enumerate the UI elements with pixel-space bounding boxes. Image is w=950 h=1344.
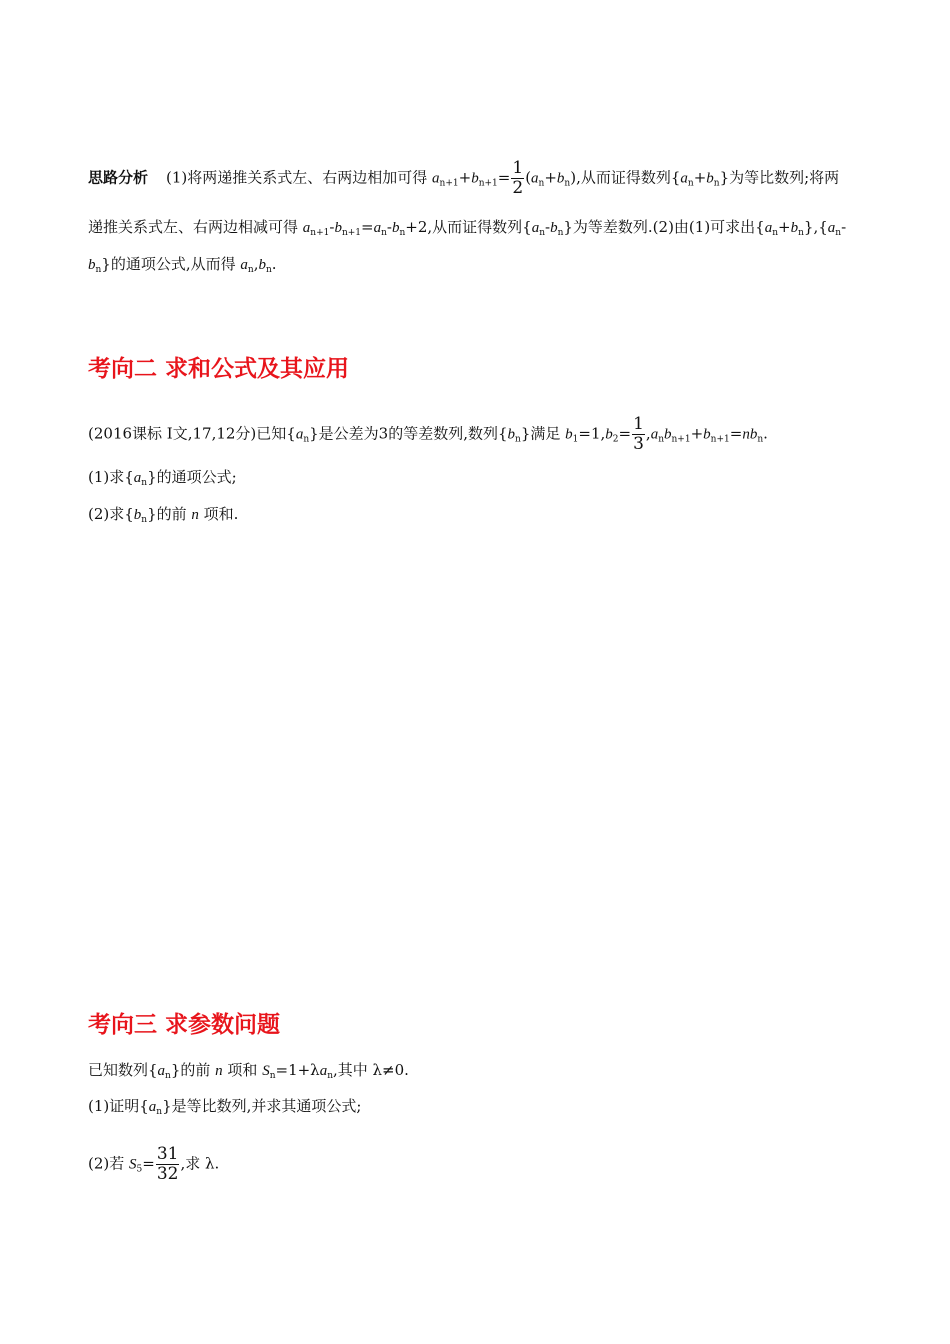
section-heading-3: 考向三 求参数问题 <box>88 1012 281 1038</box>
section-heading-2: 考向二 求和公式及其应用 <box>88 356 350 382</box>
section3-question-2: (2)若 $S_5=$ $\frac{31}{32}$ ,求 λ. <box>88 1144 220 1184</box>
problem-source: (2016课标 Ⅰ文,17,12分) <box>88 424 257 443</box>
analysis-line-2: 递推关系式左、右两边相减可得 $a_{n+1}-b_{n+1}=a_n-b_n+2$,从而证得数列$\{a_n-b_n\}$为等差数列.(2)由(1)可求出$\{a_n+b_n\},\{a_n-$ <box>88 218 847 238</box>
section2-question-2: (2)求$\{b_n\}$的前 n 项和. <box>88 505 239 525</box>
analysis-line-3: $b_n$}的通项公式,从而得 $a_n,b_n$. <box>88 255 277 275</box>
fraction-31-32: $\frac{31}{32}$ <box>156 1144 179 1184</box>
section2-question-1: (1)求$\{a_n\}$的通项公式; <box>88 468 237 488</box>
fraction-one-half: $\frac{1}{2}$ <box>512 158 524 198</box>
section2-problem: (2016课标 Ⅰ文,17,12分)已知$\{a_n\}$是公差为3的等差数列,数列$\{b_n\}$满足 $b_1=1,b_2=$ $\frac{1}{3}$ $,a_nb_{n+1}+b_{n+1}=nb_n$. <box>88 414 768 454</box>
analysis-line-1: 思路分析 (1)将两递推关系式左、右两边相加可得 $a_{n+1}+b_{n+1}=$ $\frac{1}{2}$ $(a_n+b_n)$,从而证得数列$\{a_n+b_n\}$为等比数列;将两 <box>88 158 840 198</box>
section3-question-1: (1)证明$\{a_n\}$是等比数列,并求其通项公式; <box>88 1097 362 1117</box>
section3-problem: 已知数列$\{a_n\}$的前 n 项和 $S_n=1+\lambda a_n$,其中 λ≠0. <box>88 1061 409 1081</box>
analysis-label: 思路分析 <box>88 168 149 187</box>
fraction-one-third: $\frac{1}{3}$ <box>633 414 644 454</box>
